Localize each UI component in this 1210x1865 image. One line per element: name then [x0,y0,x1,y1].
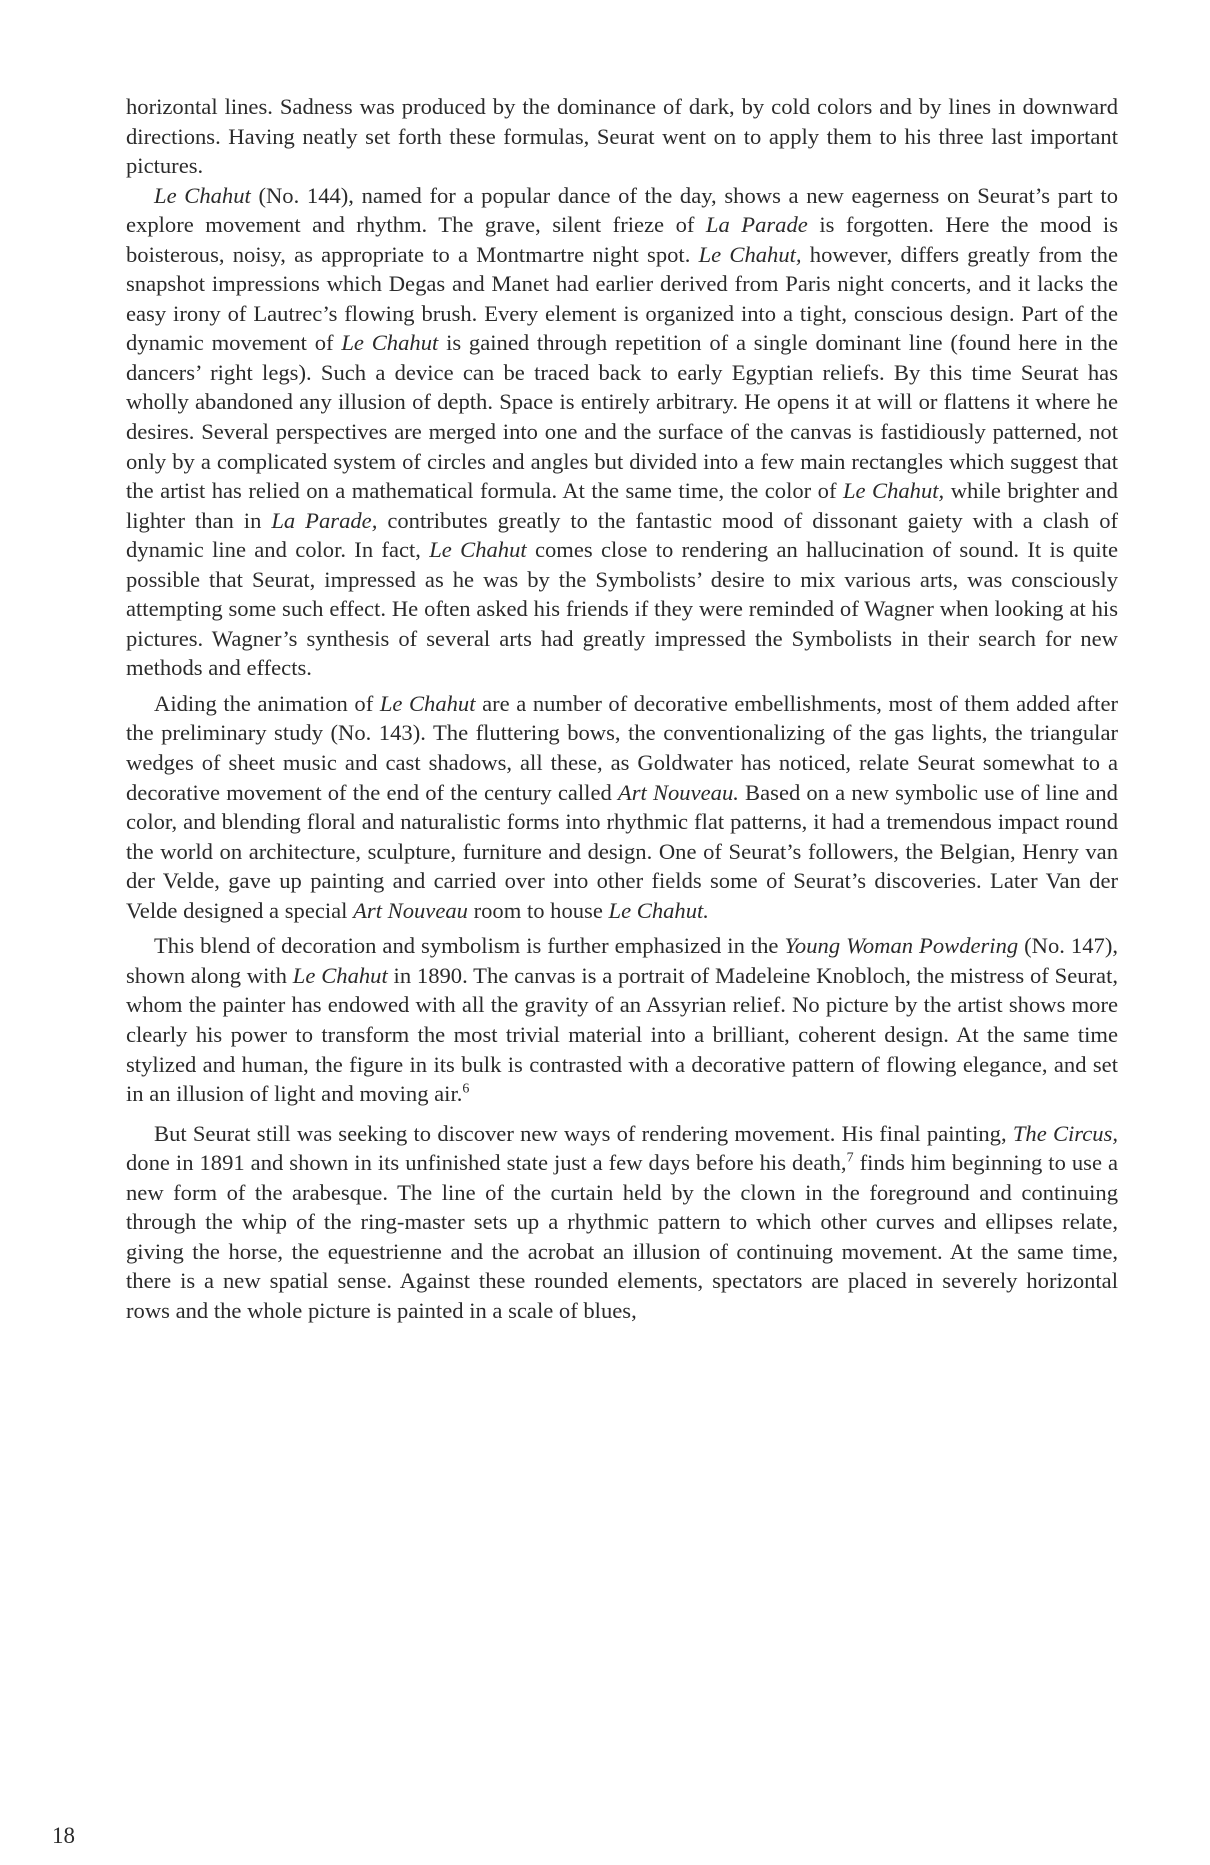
italic-title: Young Woman Powdering [784,933,1019,959]
text-run: This blend of decoration and symbolism is further emphasized in the [154,933,785,959]
text-run: Based on a new symbolic use of line and color, and blending floral and naturalistic forms into rhythmic flat patterns, it had a tremendous impact round the world on architecture, sculpture, furniture and design. One of Seurat’s followers, the Belgian, Henry van der Velde, gave up painting and carried over into other fields some of Seurat’s discoveries. Later Van der Velde designed a special [126,779,1118,923]
italic-title: La Parade [705,212,808,238]
text-run: contributes greatly to the fantastic mood of dissonant gaiety with a clash of dynamic line and color. In fact, [126,507,1119,563]
page-number: 18 [52,1823,75,1848]
text-run: finds him beginning to use a new form of the arabesque. The line of the curtain held by the clown in the foreground and continuing through the whip of the ring-master sets up a rhythmic pattern to which other curves and ellipses relate, giving the horse, the equestrienne and the acrobat an illusion of continuing movement. At the same time, there is a new spatial sense. Against these rounded elements, spectators are placed in severely horizontal rows and the whole picture is painted in a scale of blues, [126,1150,1119,1323]
footnote-ref: 6 [462,1081,470,1097]
text-run: in 1890. The canvas is a portrait of Madeleine Knobloch, the mistress of Seurat, whom the painter has endowed with all the gravity of an Assyrian relief. No picture by the artist shows more clearly his power to transform the most trivial material into a brilliant, coherent design. At the same time stylized and human, the figure in its bulk is contrasted with a decorative pattern of flowing elegance, and set in an illusion of light and moving air. [126,962,1118,1107]
text-run: however, differs greatly from the snapshot impressions which Degas and Manet had earlier derived from Paris night concerts, and it lacks the easy irony of Lautrec’s flowing brush. Every element is organized into a tight, conscious design. Part of the dynamic movement of [126,241,1118,356]
italic-title: The Circus, [1012,1120,1119,1146]
paragraph-3 [126,689,1118,925]
body-text [126,92,1118,1325]
text-run: is gained through repetition of a single dominant line (found here in the dancers’ right legs). Such a device can be traced back to early Egyptian reliefs. By this time Seurat has wholly abandoned any illusion of depth. Space is entirely arbitrary. He opens it at will or flattens it where he desires. Several perspectives are merged into one and the surface of the canvas is fastidiously patterned, not only by a complicated system of circles and angles but divided into a few main rectangles which suggest that the artist has relied on a mathematical formula. At the same time, the color of [126,330,1119,504]
italic-title: Le Chahut [379,690,476,716]
text-run: room to house [467,897,609,923]
text-run: is forgotten. Here the mood is boisterous, noisy, as appropriate to a Montmartre night spot. [126,212,1118,267]
italic-title: Le Chahut, [698,241,802,267]
italic-title: La Parade, [271,507,378,533]
text-run: (No. 144), named for a popular dance of the day, shows a new eagerness on Seurat’s part to explore movement and rhythm. The grave, silent frieze of [126,182,1119,238]
italic-title: Le Chahut. [608,897,709,923]
paragraph-5 [126,1119,1118,1326]
text-run: horizontal lines. Sadness was produced by the dominance of dark, by cold colors and by lines in downward directions. Having neatly set forth these formulas, Seurat went on to apply them to his three last important pictures. [126,94,1118,179]
text-run: Aiding the animation of [154,690,380,716]
italic-title: Le Chahut [341,330,439,356]
paragraph-4 [126,931,1118,1108]
italic-title: Le Chahut [292,962,388,988]
paragraph-1 [126,92,1118,181]
italic-title: Art Nouveau. [617,779,739,805]
italic-title: Le Chahut, [842,478,945,504]
text-run: But Seurat still was seeking to discover new ways of rendering movement. His final painting, [154,1120,1013,1146]
footnote-ref: 7 [846,1150,854,1166]
text-run: (No. 147), shown along with [126,933,1118,988]
text-run: comes close to rendering an hallucination of sound. It is quite possible that Seurat, impressed as he was by the Symbolists’ desire to mix various arts, was consciously attempting some such effect. He often asked his friends if they were reminded of Wagner when looking at his pictures. Wagner’s synthesis of several arts had greatly impressed the Symbolists in their search for new methods and effects. [126,537,1119,681]
italic-title: Le Chahut [154,182,251,208]
text-run: are a number of decorative embellishments, most of them added after the preliminary study (No. 143). The fluttering bows, the conventionalizing of the gas lights, the triangular wedges of sheet music and cast shadows, all these, as Goldwater has noticed, relate Seurat somewhat to a decorative movement of the end of the century called [126,690,1118,805]
text-run: done in 1891 and shown in its unfinished state just a few days before his death, [126,1150,847,1176]
paragraph-2 [126,181,1118,683]
text-run: while brighter and lighter than in [126,478,1118,533]
italic-title: Art Nouveau [353,897,468,923]
italic-title: Le Chahut [429,537,527,563]
